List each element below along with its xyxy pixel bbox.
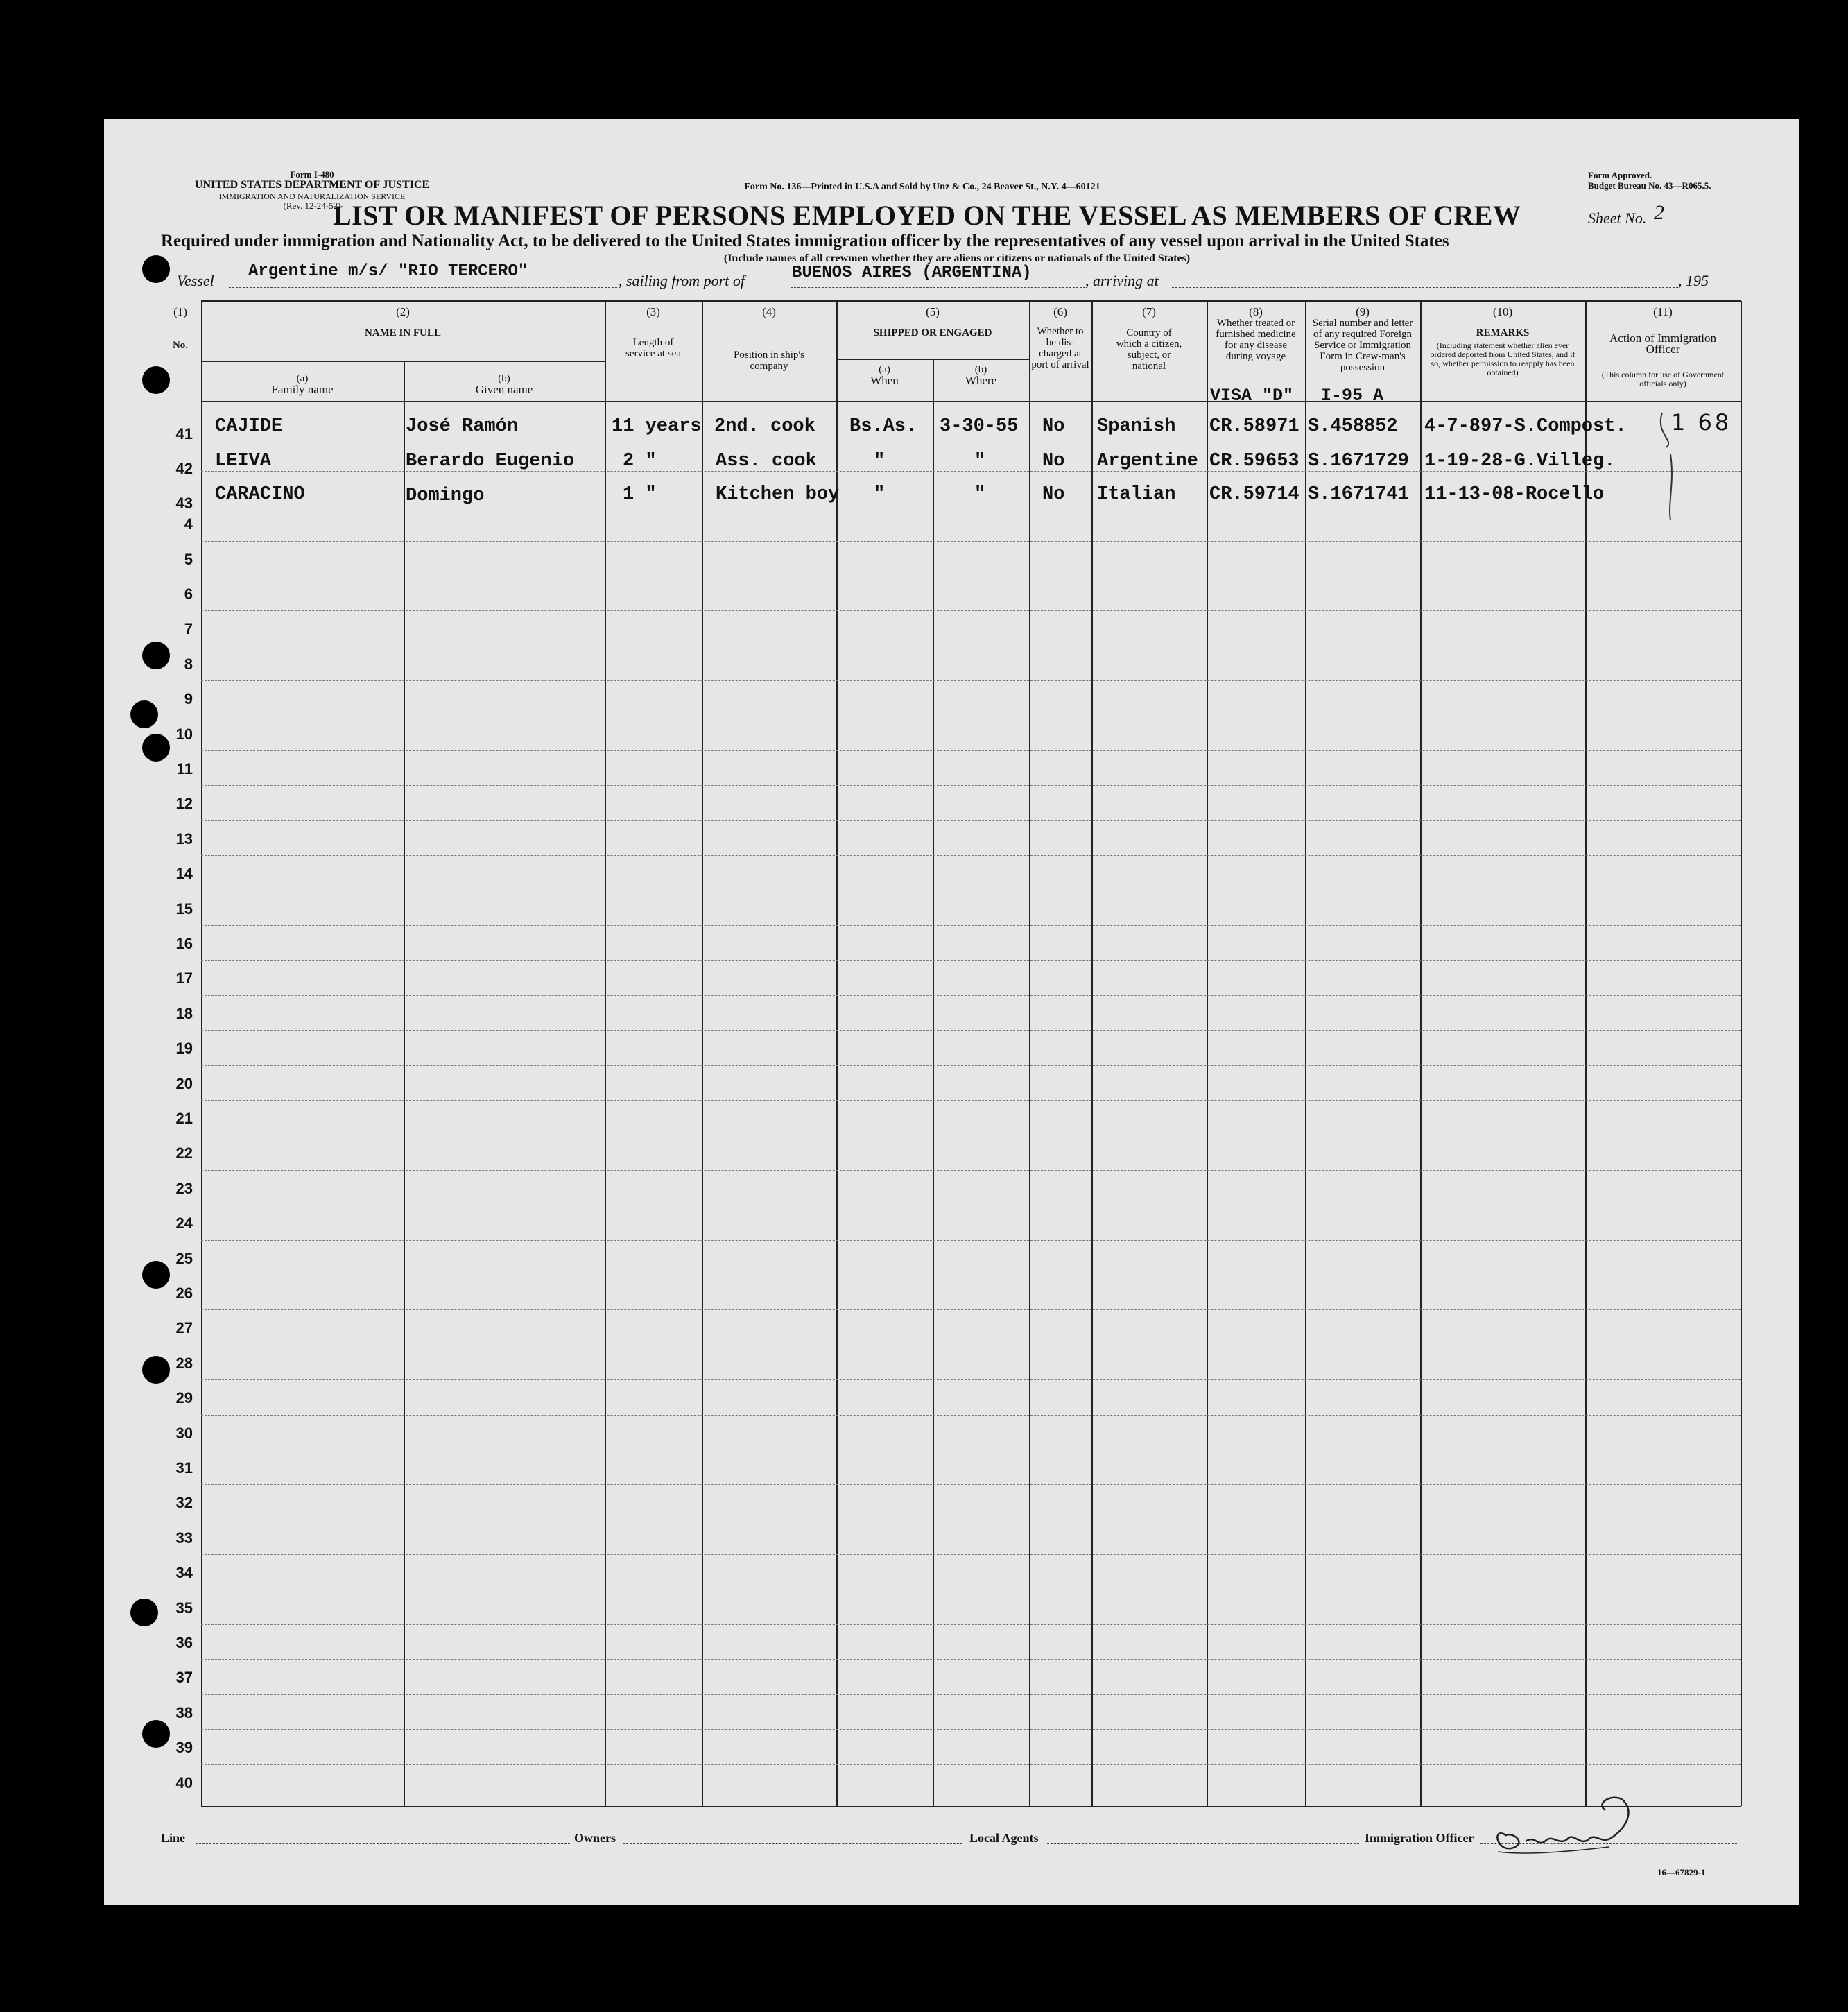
col-6-num: (6) bbox=[1053, 305, 1067, 318]
footer-agents-label: Local Agents bbox=[969, 1831, 1039, 1845]
row-rule bbox=[201, 1729, 1741, 1730]
row-number: 19 bbox=[175, 1040, 193, 1057]
officer-signature bbox=[1484, 1786, 1650, 1862]
footer-line-blank bbox=[196, 1843, 570, 1844]
form-serial: S.1671729 bbox=[1308, 451, 1409, 472]
country: Spanish bbox=[1097, 416, 1176, 437]
remarks: 4-7-897-S.Compost. bbox=[1424, 416, 1627, 437]
visa-stamp: VISA "D" bbox=[1210, 386, 1294, 406]
remarks: 1-19-28-G.Villeg. bbox=[1424, 451, 1616, 472]
row-rule bbox=[201, 1065, 1741, 1066]
punch-hole bbox=[130, 700, 158, 728]
col-4-label: Position in ship's company bbox=[734, 350, 804, 372]
include-note: (Include names of all crewmen whether they are aliens or citizens or nationals of the United States) bbox=[723, 252, 1191, 264]
row-number: 31 bbox=[175, 1459, 193, 1477]
row-number: 7 bbox=[184, 620, 193, 637]
col-divider bbox=[1091, 301, 1093, 1806]
engaged-when: " bbox=[874, 451, 886, 472]
budget-bureau: Budget Bureau No. 43—R065.5. bbox=[1588, 180, 1711, 191]
arriving-underline bbox=[1172, 287, 1678, 288]
service-length: 1 " bbox=[623, 484, 657, 505]
row-number: 38 bbox=[175, 1704, 193, 1721]
row-number: 12 bbox=[175, 795, 193, 812]
col-11-label: Action of Immigration Officer bbox=[1609, 332, 1716, 356]
given-name: Berardo Eugenio bbox=[406, 451, 575, 472]
row-rule bbox=[201, 1484, 1741, 1485]
col-5-num: (5) bbox=[926, 305, 940, 318]
form-id: Form I-480 bbox=[290, 169, 334, 180]
discharged: No bbox=[1042, 416, 1065, 437]
row-number: 21 bbox=[175, 1110, 193, 1127]
col-5a-num: (a) bbox=[879, 364, 890, 375]
manifest-title: LIST OR MANIFEST OF PERSONS EMPLOYED ON THE VESSEL AS MEMBERS OF CREW bbox=[333, 200, 1521, 231]
service-length: 2 " bbox=[623, 451, 657, 472]
row-rule bbox=[201, 925, 1741, 926]
col-2b-num: (b) bbox=[498, 373, 510, 384]
row-number: 15 bbox=[175, 900, 193, 918]
row-number: 5 bbox=[184, 551, 193, 568]
discharged: No bbox=[1042, 484, 1065, 505]
visa-number: CR.59653 bbox=[1209, 451, 1299, 472]
col-11-note: (This column for use of Government officials only) bbox=[1601, 370, 1725, 388]
row-rule bbox=[201, 1100, 1741, 1101]
port-value: BUENOS AIRES (ARGENTINA) bbox=[792, 264, 1032, 282]
col-9-num: (9) bbox=[1356, 305, 1370, 318]
row-rule bbox=[201, 855, 1741, 856]
row-number: 18 bbox=[175, 1005, 193, 1022]
row-number: 41 bbox=[175, 425, 193, 442]
col-4-num: (4) bbox=[762, 305, 776, 318]
service-length: 11 years bbox=[612, 416, 702, 437]
punch-hole bbox=[130, 1599, 158, 1626]
col-divider bbox=[1420, 301, 1422, 1806]
country: Italian bbox=[1097, 484, 1176, 505]
row-number: 11 bbox=[176, 760, 193, 777]
row-rule bbox=[201, 750, 1741, 751]
row-number: 43 bbox=[175, 495, 193, 512]
col-6-label: Whether to be dis-charged at port of arrival bbox=[1031, 326, 1089, 370]
col-10-note: (Including statement whether alien ever ordered deported from United States, and if so, whether permission to reapply has been obtained) bbox=[1430, 341, 1575, 377]
row-number: 4 bbox=[184, 515, 193, 533]
form-serial: S.1671741 bbox=[1308, 484, 1409, 505]
row-rule bbox=[201, 1694, 1741, 1695]
engaged-when: Bs.As. bbox=[849, 416, 917, 437]
row-rule bbox=[201, 1379, 1741, 1380]
row-number: 28 bbox=[175, 1355, 193, 1372]
col-8-num: (8) bbox=[1249, 305, 1263, 318]
row-rule bbox=[201, 1170, 1741, 1171]
revision: (Rev. 12-24-52) bbox=[283, 200, 341, 211]
col-5a-label: When bbox=[870, 374, 899, 387]
vessel-label: Vessel bbox=[177, 272, 214, 289]
row-number: 39 bbox=[175, 1739, 193, 1756]
handwritten-bracket bbox=[1654, 406, 1682, 524]
engaged-where: " bbox=[974, 484, 986, 505]
footer-line-label: Line bbox=[161, 1831, 186, 1845]
family-name: LEIVA bbox=[215, 451, 272, 472]
row-number: 20 bbox=[175, 1075, 193, 1092]
row-rule bbox=[201, 680, 1741, 681]
form-approved: Form Approved. bbox=[1588, 170, 1652, 180]
handwritten-mark: 1 68 bbox=[1671, 409, 1732, 436]
row-number: 34 bbox=[175, 1564, 193, 1581]
col-divider bbox=[1585, 301, 1587, 1806]
sheet-label: Sheet No. bbox=[1588, 209, 1647, 227]
col-7-label: Country of which a citizen, subject, or national bbox=[1116, 327, 1182, 372]
col-7-num: (7) bbox=[1142, 305, 1156, 318]
country: Argentine bbox=[1097, 451, 1198, 472]
row-number: 17 bbox=[175, 970, 193, 987]
col-2-label: NAME IN FULL bbox=[364, 327, 441, 338]
engaged-where: " bbox=[974, 451, 986, 472]
row-number: 40 bbox=[175, 1774, 193, 1791]
service: IMMIGRATION AND NATURALIZATION SERVICE bbox=[218, 191, 406, 201]
col-divider bbox=[605, 301, 606, 1806]
remarks: 11-13-08-Rocello bbox=[1424, 484, 1605, 505]
row-number: 22 bbox=[175, 1144, 193, 1162]
position: 2nd. cook bbox=[714, 416, 815, 437]
col-5-label: SHIPPED OR ENGAGED bbox=[873, 327, 992, 338]
engaged-when: " bbox=[874, 484, 886, 505]
col-divider bbox=[1029, 301, 1030, 1806]
row-rule bbox=[201, 1030, 1741, 1031]
given-name: José Ramón bbox=[406, 416, 519, 437]
row-number: 25 bbox=[175, 1250, 193, 1267]
row-number: 8 bbox=[184, 655, 193, 673]
sailing-label: , sailing from port of bbox=[619, 272, 745, 289]
discharged: No bbox=[1042, 451, 1065, 472]
form-stamp: I-95 A bbox=[1321, 386, 1384, 406]
col-divider bbox=[1207, 301, 1208, 1806]
col-divider bbox=[702, 301, 703, 1806]
printer-line: Form No. 136—Printed in U.S.A and Sold by Unz & Co., 24 Beaver St., N.Y. 4—60121 bbox=[744, 182, 1100, 192]
given-name: Domingo bbox=[406, 485, 485, 506]
table-top-rule bbox=[201, 300, 1741, 302]
row-rule bbox=[201, 1309, 1741, 1310]
row-number: 13 bbox=[175, 830, 193, 848]
row-rule bbox=[201, 1415, 1741, 1416]
row-rule bbox=[201, 820, 1741, 821]
row-number: 24 bbox=[175, 1214, 193, 1232]
col-3-label: Length of service at sea bbox=[625, 337, 681, 359]
family-name: CARACINO bbox=[215, 484, 305, 505]
row-rule bbox=[201, 1240, 1741, 1241]
row-number: 32 bbox=[175, 1494, 193, 1511]
col-2a-num: (a) bbox=[296, 373, 309, 384]
col-11-num: (11) bbox=[1653, 305, 1673, 318]
col-divider bbox=[836, 301, 838, 1806]
col-1-label: No. bbox=[172, 340, 189, 351]
subtitle: Required under immigration and Nationality Act, to be delivered to the United States immigration officer by the representatives of any vessel upon arrival in the United States bbox=[161, 232, 1449, 250]
vessel-value: Argentine m/s/ "RIO TERCERO" bbox=[248, 262, 528, 281]
row-rule bbox=[201, 960, 1741, 961]
row-number: 29 bbox=[175, 1389, 193, 1407]
col-2a-label: Family name bbox=[271, 383, 334, 396]
col-8-label: Whether treated or furnished medicine for any disease during voyage bbox=[1216, 318, 1296, 362]
subheader-rule-name bbox=[201, 361, 605, 362]
col-10-num: (10) bbox=[1492, 305, 1513, 318]
row-rule bbox=[201, 1554, 1741, 1555]
arriving-label: , arriving at bbox=[1085, 272, 1159, 289]
row-rule bbox=[201, 541, 1741, 542]
row-number: 16 bbox=[175, 935, 193, 952]
visa-number: CR.58971 bbox=[1209, 416, 1299, 437]
row-rule bbox=[201, 1624, 1741, 1625]
form-code: 16—67829-1 bbox=[1657, 1867, 1706, 1877]
row-number: 10 bbox=[175, 725, 193, 743]
row-rule bbox=[201, 610, 1741, 611]
row-rule bbox=[201, 995, 1741, 996]
col-3-num: (3) bbox=[646, 305, 660, 318]
col-5b-label: Where bbox=[965, 374, 997, 387]
form-serial: S.458852 bbox=[1308, 416, 1398, 437]
punch-hole bbox=[142, 366, 170, 394]
row-rule bbox=[201, 785, 1741, 786]
row-number: 6 bbox=[184, 585, 193, 603]
row-number: 35 bbox=[175, 1599, 193, 1617]
row-rule bbox=[201, 1659, 1741, 1660]
position: Ass. cook bbox=[716, 451, 817, 472]
row-number: 30 bbox=[175, 1425, 193, 1442]
port-underline bbox=[791, 287, 1085, 288]
row-number: 33 bbox=[175, 1529, 193, 1547]
col-divider bbox=[1305, 301, 1306, 1806]
row-number: 37 bbox=[175, 1669, 193, 1686]
punch-hole bbox=[142, 255, 170, 283]
col-5b-num: (b) bbox=[974, 364, 987, 375]
row-number: 42 bbox=[175, 460, 193, 477]
vessel-underline bbox=[229, 287, 617, 288]
year-label: , 195 bbox=[1678, 272, 1709, 289]
col-9-label: Serial number and letter of any required Foreign Service or Immigration Form in Crew-man's possession bbox=[1312, 318, 1413, 373]
header-bottom-rule bbox=[201, 401, 1741, 402]
row-number: 9 bbox=[184, 690, 193, 707]
department: UNITED STATES DEPARTMENT OF JUSTICE bbox=[194, 179, 430, 191]
row-number: 27 bbox=[175, 1319, 193, 1336]
footer-officer-label: Immigration Officer bbox=[1365, 1831, 1474, 1845]
footer-owners-label: Owners bbox=[574, 1831, 616, 1845]
row-number: 26 bbox=[175, 1284, 193, 1302]
row-number: 23 bbox=[175, 1180, 193, 1197]
col-2b-label: Given name bbox=[475, 383, 533, 396]
row-rule bbox=[201, 1764, 1741, 1765]
row-number: 14 bbox=[175, 865, 193, 882]
row-number: 36 bbox=[175, 1634, 193, 1651]
visa-number: CR.59714 bbox=[1209, 484, 1299, 505]
col-10-label: REMARKS bbox=[1476, 327, 1530, 338]
position: Kitchen boy bbox=[716, 484, 840, 505]
family-name: CAJIDE bbox=[215, 416, 283, 437]
sheet-number: 2 bbox=[1654, 201, 1730, 225]
engaged-where: 3-30-55 bbox=[940, 416, 1019, 437]
col-2-num: (2) bbox=[396, 305, 410, 318]
col-1-num: (1) bbox=[173, 305, 187, 318]
footer-agents-blank bbox=[1047, 1843, 1359, 1844]
col-divider bbox=[1741, 301, 1742, 1806]
footer-owners-blank bbox=[623, 1843, 962, 1844]
col-divider bbox=[201, 301, 202, 1806]
